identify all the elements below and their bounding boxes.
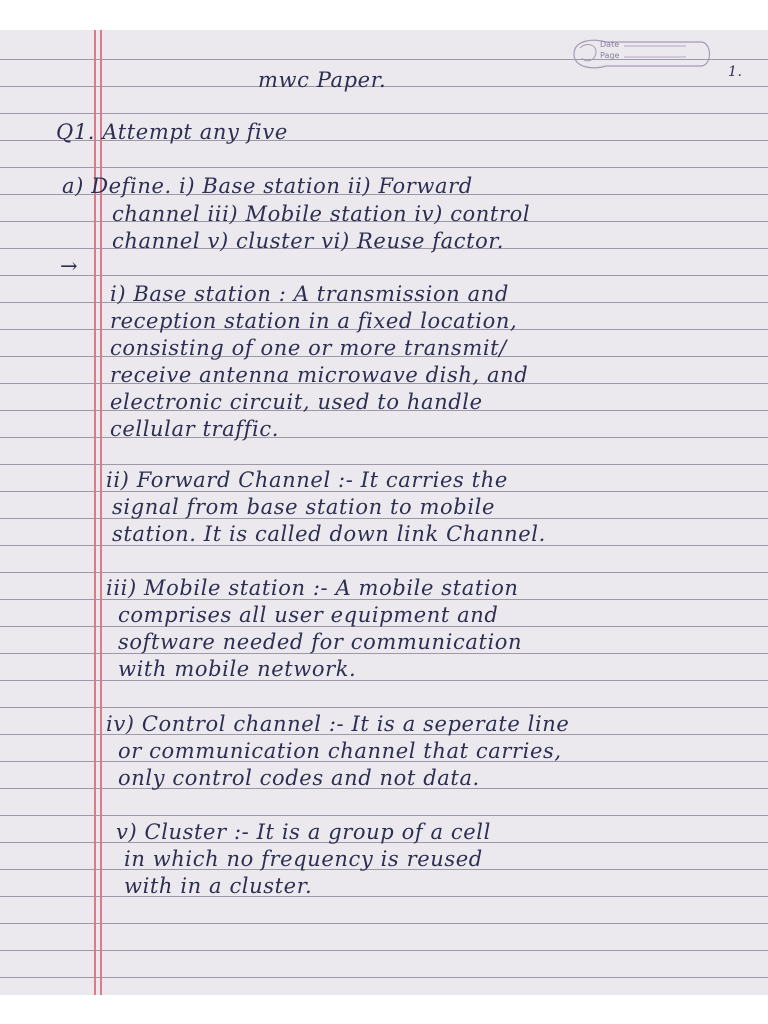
part-a-line-1: a) Define. i) Base station ii) Forward [62, 174, 473, 198]
mobile-station-line-4: with mobile network. [118, 657, 357, 681]
mobile-station-line-3: software needed for communication [118, 630, 523, 654]
notebook-page [0, 30, 768, 995]
mobile-station-line-1: iii) Mobile station :- A mobile station [106, 576, 519, 600]
control-channel-line-2: or communication channel that carries, [118, 739, 562, 763]
arrow-icon: → [60, 254, 79, 278]
cluster-line-2: in which no frequency is reused [124, 847, 483, 871]
base-station-line-4: receive antenna microwave dish, and [110, 363, 529, 387]
cluster-line-3: with in a cluster. [124, 874, 313, 898]
base-station-line-3: consisting of one or more transmit/ [110, 336, 507, 360]
base-station-line-1: i) Base station : A transmission and [110, 282, 509, 306]
base-station-line-5: electronic circuit, used to handle [110, 390, 483, 414]
forward-channel-line-1: ii) Forward Channel :- It carries the [106, 468, 508, 492]
control-channel-line-3: only control codes and not data. [118, 766, 480, 790]
question-heading: Q1. Attempt any five [56, 120, 288, 144]
forward-channel-line-2: signal from base station to mobile [112, 495, 496, 519]
page-number: 1. [728, 64, 743, 80]
part-a-line-2: channel iii) Mobile station iv) control [112, 202, 531, 226]
cluster-line-1: v) Cluster :- It is a group of a cell [116, 820, 491, 844]
part-a-line-3: channel v) cluster vi) Reuse factor. [112, 229, 505, 253]
mobile-station-line-2: comprises all user equipment and [118, 603, 499, 627]
background-top [0, 0, 768, 30]
date-page-stamp [566, 32, 714, 76]
base-station-line-2: reception station in a fixed location, [110, 309, 518, 333]
stamp-outline-icon [566, 32, 714, 76]
control-channel-line-1: iv) Control channel :- It is a seperate line [106, 712, 570, 736]
stamp-page-label: Page [600, 51, 620, 60]
stamp-date-label: Date [600, 40, 620, 49]
forward-channel-line-3: station. It is called down link Channel. [112, 522, 546, 546]
page-title: mwc Paper. [258, 68, 387, 92]
background-bottom [0, 995, 768, 1024]
base-station-line-6: cellular traffic. [110, 417, 279, 441]
